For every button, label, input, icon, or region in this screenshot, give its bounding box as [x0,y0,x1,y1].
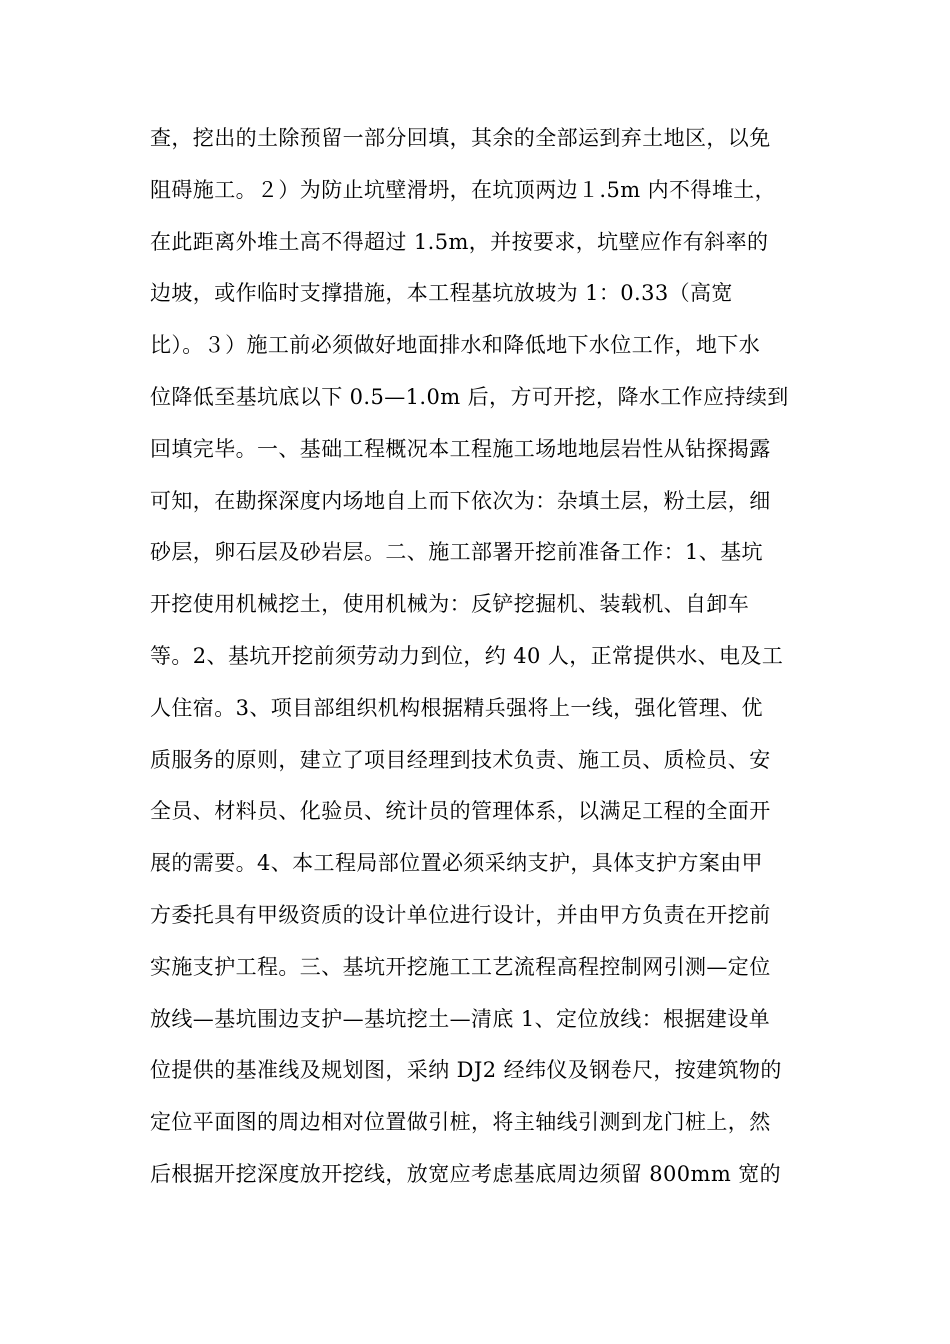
text-line-4: 边坡，或作临时支撑措施，本工程基坑放坡为 1：0.33（高宽 [150,281,733,306]
text-line-9: 砂层，卵石层及砂岩层。二、施工部署开挖前准备工作：1、基坑 [150,540,763,565]
text-line-5: 比）。３）施工前必须做好地面排水和降低地下水位工作，地下水 [150,333,761,358]
text-line-15: 展的需要。4、本工程局部位置必须采纳支护，具体支护方案由甲 [150,851,763,876]
text-line-6: 位降低至基坑底以下 0.5—1.0m 后，方可开挖，降水工作应持续到 [150,384,789,409]
text-line-19: 位提供的基准线及规划图，采纳 DJ2 经纬仪及钢卷尺，按建筑物的 [150,1058,782,1083]
text-line-14: 全员、材料员、化验员、统计员的管理体系，以满足工程的全面开 [150,799,771,824]
text-line-3: 在此距离外堆土高不得超过 1.5m，并按要求，坑壁应作有斜率的 [150,229,769,254]
text-line-7: 回填完毕。一、基础工程概况本工程施工场地地层岩性从钻探揭露 [150,436,771,461]
text-line-10: 开挖使用机械挖土，使用机械为：反铲挖掘机、装载机、自卸车 [150,592,750,617]
text-line-12: 人住宿。3、项目部组织机构根据精兵强将上一线，强化管理、优 [150,695,763,720]
text-line-21: 后根据开挖深度放开挖线，放宽应考虑基底周边须留 800mm 宽的 [150,1161,782,1186]
text-line-17: 实施支护工程。三、基坑开挖施工工艺流程高程控制网引测—定位 [150,954,771,979]
text-line-16: 方委托具有甲级资质的设计单位进行设计，并由甲方负责在开挖前 [150,902,771,927]
body-text [150,116,810,1204]
text-line-1: 查，挖出的土除预留一部分回填，其余的全部运到弃土地区，以免 [150,126,771,150]
text-line-8: 可知，在勘探深度内场地自上而下依次为：杂填土层，粉土层，细 [150,488,771,513]
text-line-11: 等。2、基坑开挖前须劳动力到位，约 40 人，正常提供水、电及工 [150,643,784,668]
text-line-20: 定位平面图的周边相对位置做引桩，将主轴线引测到龙门桩上，然 [150,1110,771,1135]
text-line-2: 阻碍施工。２）为防止坑壁滑坍，在坑顶两边１.5m 内不得堆土， [150,177,777,202]
text-line-13: 质服务的原则，建立了项目经理到技术负责、施工员、质检员、安 [150,747,771,772]
text-line-18: 放线—基坑围边支护—基坑挖土—清底 1、定位放线：根据建设单 [150,1006,771,1031]
